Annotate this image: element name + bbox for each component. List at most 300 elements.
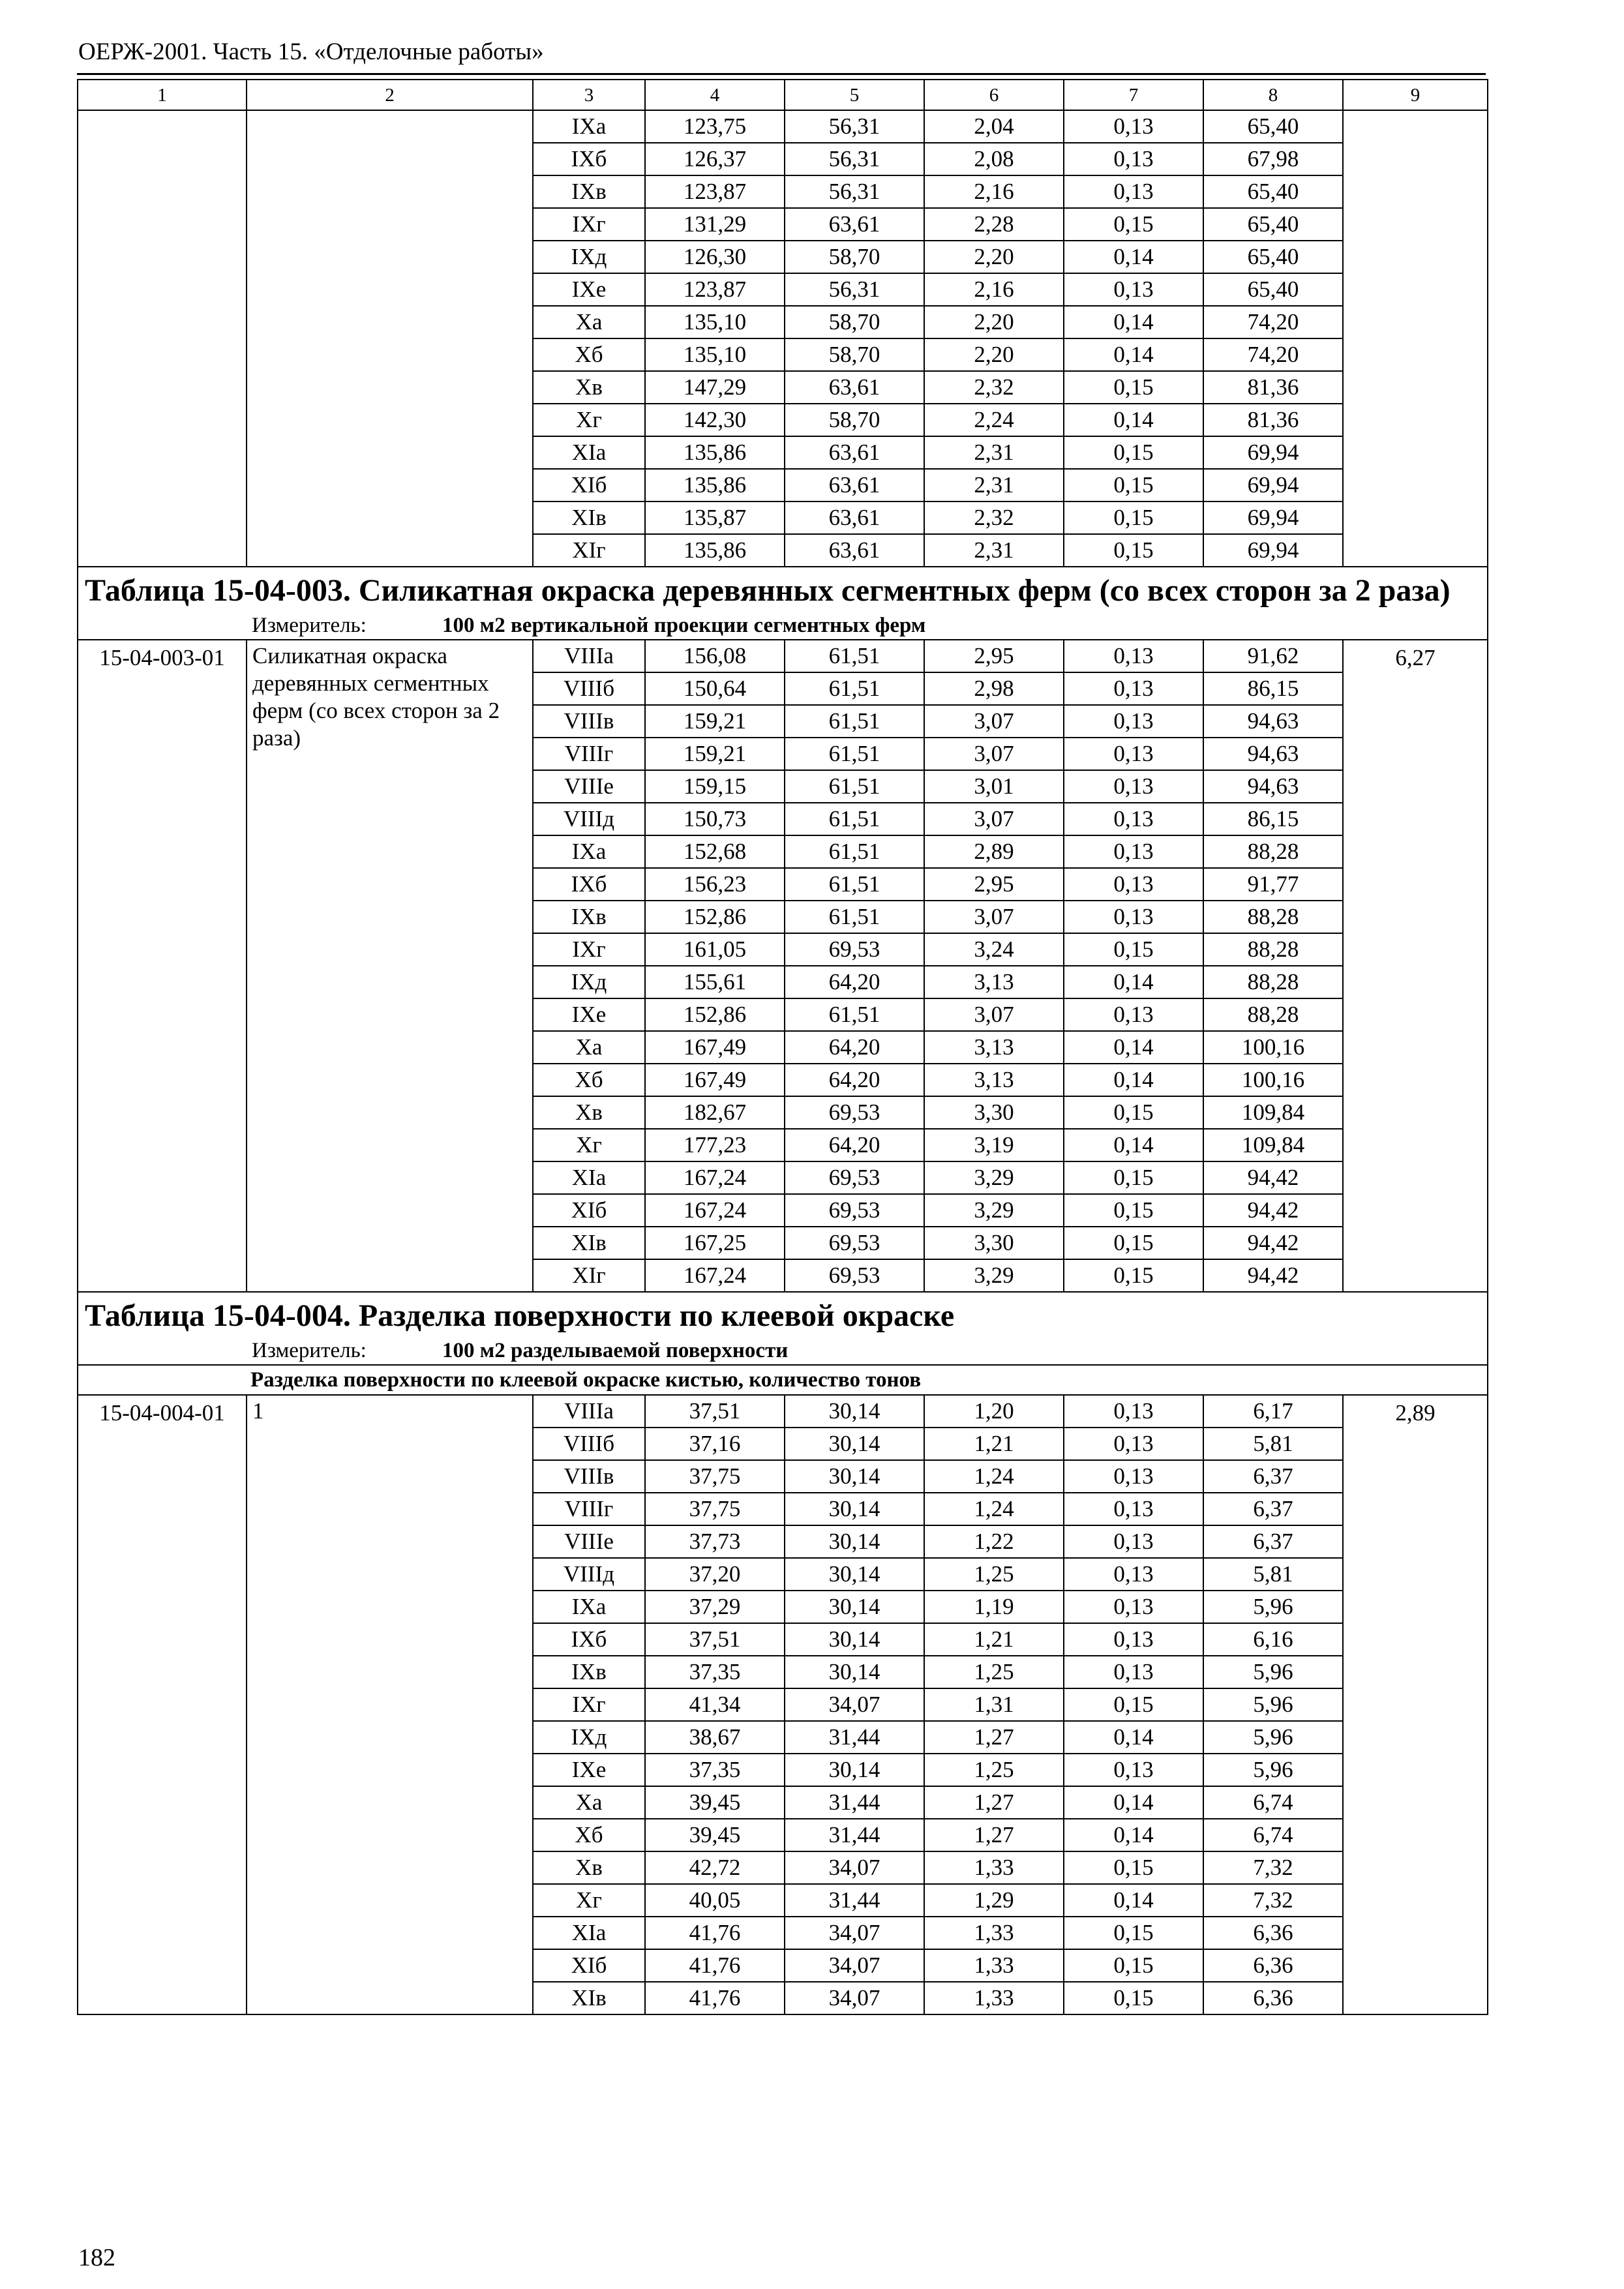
table-cell: 1,27	[924, 1721, 1064, 1754]
table-cell: 2,04	[924, 110, 1064, 143]
table-cell: Xa	[533, 306, 645, 338]
table-cell: 0,15	[1064, 208, 1203, 241]
table-cell: 58,70	[785, 338, 924, 371]
table-cell: 1,20	[924, 1395, 1064, 1428]
table-cell: 2,16	[924, 273, 1064, 306]
table-cell: 61,51	[785, 835, 924, 868]
table-cell: 81,36	[1203, 404, 1343, 436]
table-cell: 91,77	[1203, 868, 1343, 901]
table-cell: 1,24	[924, 1460, 1064, 1493]
meter-value: 100 м2 разделываемой поверхности	[442, 1339, 789, 1362]
table-cell: 1,33	[924, 1851, 1064, 1884]
table-cell: 0,13	[1064, 1525, 1203, 1558]
table-15-04-003-title-row	[78, 567, 1488, 612]
table-cell: 30,14	[785, 1558, 924, 1591]
table-cell: 6,74	[1203, 1786, 1343, 1819]
table-cell: VIIIa	[533, 1395, 645, 1428]
table-cell: 1,21	[924, 1623, 1064, 1656]
table-cell: 31,44	[785, 1786, 924, 1819]
table-cell: 3,07	[924, 803, 1064, 835]
table-row	[78, 110, 1488, 143]
table-cell: 1,22	[924, 1525, 1064, 1558]
table-cell: 159,21	[645, 738, 785, 770]
table-cell: 0,13	[1064, 672, 1203, 705]
table-cell: 2,31	[924, 534, 1064, 567]
table-cell: 56,31	[785, 273, 924, 306]
table-cell: 0,15	[1064, 1096, 1203, 1129]
norm-value: 2,89	[1343, 1395, 1488, 2014]
table-cell: 94,42	[1203, 1161, 1343, 1194]
table-cell: 0,14	[1064, 404, 1203, 436]
table-cell: 135,86	[645, 534, 785, 567]
table-cell: IXa	[533, 1591, 645, 1623]
table-cell: 0,13	[1064, 1591, 1203, 1623]
table-cell: VIIIв	[533, 1460, 645, 1493]
table-cell: 123,75	[645, 110, 785, 143]
table-cell: 5,81	[1203, 1558, 1343, 1591]
table-cell: VIIIг	[533, 1493, 645, 1525]
table-cell: 167,49	[645, 1064, 785, 1096]
table-cell: 0,15	[1064, 436, 1203, 469]
table-cell: 131,29	[645, 208, 785, 241]
table-15-04-003-meter-row	[78, 612, 1488, 640]
table-cell: 64,20	[785, 1129, 924, 1161]
table-cell: 88,28	[1203, 901, 1343, 933]
table-cell: 3,13	[924, 1031, 1064, 1064]
running-header: ОЕРЖ-2001. Часть 15. «Отделочные работы»	[78, 38, 544, 65]
table-cell: 58,70	[785, 241, 924, 273]
table-cell: IXa	[533, 835, 645, 868]
table-cell: 2,31	[924, 436, 1064, 469]
table-cell: 161,05	[645, 933, 785, 966]
table-cell: 152,68	[645, 835, 785, 868]
table-cell: 37,35	[645, 1656, 785, 1688]
table-cell: 5,96	[1203, 1688, 1343, 1721]
table-cell: VIIIд	[533, 1558, 645, 1591]
table-cell: 30,14	[785, 1395, 924, 1428]
description-cell-empty	[247, 110, 533, 567]
table-cell: IXд	[533, 966, 645, 998]
table-cell: 37,35	[645, 1754, 785, 1786]
table-cell: 0,13	[1064, 1428, 1203, 1460]
table-cell: 182,67	[645, 1096, 785, 1129]
table-cell: 2,95	[924, 868, 1064, 901]
table-cell: Xб	[533, 1819, 645, 1851]
table-cell: 34,07	[785, 1688, 924, 1721]
table-cell: IXв	[533, 175, 645, 208]
table-cell: 30,14	[785, 1754, 924, 1786]
table-cell: 88,28	[1203, 835, 1343, 868]
table-cell: 67,98	[1203, 143, 1343, 175]
table-cell: 150,64	[645, 672, 785, 705]
table-cell: 30,14	[785, 1623, 924, 1656]
table-cell: 64,20	[785, 966, 924, 998]
rates-table	[77, 79, 1488, 2015]
table-cell: 65,40	[1203, 208, 1343, 241]
table-cell: Xг	[533, 404, 645, 436]
column-number: 1	[78, 80, 247, 110]
table-cell: 155,61	[645, 966, 785, 998]
table-cell: 61,51	[785, 672, 924, 705]
table-cell: 100,16	[1203, 1031, 1343, 1064]
table-cell: 30,14	[785, 1525, 924, 1558]
table-cell: 61,51	[785, 770, 924, 803]
table-cell: 6,37	[1203, 1460, 1343, 1493]
table-cell: 30,14	[785, 1460, 924, 1493]
table-cell: 0,13	[1064, 110, 1203, 143]
table-cell: 3,13	[924, 966, 1064, 998]
table-cell: 0,15	[1064, 1194, 1203, 1227]
table-cell: 6,36	[1203, 1949, 1343, 1982]
table-cell: 0,13	[1064, 998, 1203, 1031]
table-cell: 34,07	[785, 1851, 924, 1884]
table-cell: 0,13	[1064, 835, 1203, 868]
table-cell: 1,33	[924, 1949, 1064, 1982]
table-cell: 135,10	[645, 338, 785, 371]
table-cell: 37,16	[645, 1428, 785, 1460]
table-cell: 42,72	[645, 1851, 785, 1884]
table-cell: 0,13	[1064, 770, 1203, 803]
table-cell: 30,14	[785, 1493, 924, 1525]
table-cell: 37,20	[645, 1558, 785, 1591]
table-cell: 0,14	[1064, 338, 1203, 371]
table-cell: 86,15	[1203, 803, 1343, 835]
table-cell: VIIIг	[533, 738, 645, 770]
table-cell: 0,14	[1064, 1786, 1203, 1819]
meter-value: 100 м2 вертикальной проекции сегментных ферм	[442, 614, 926, 637]
table-cell: 1,33	[924, 1917, 1064, 1949]
table-cell: XIa	[533, 1917, 645, 1949]
table-cell: 94,63	[1203, 738, 1343, 770]
table-cell: XIв	[533, 1982, 645, 2014]
column-number: 5	[785, 80, 924, 110]
table-cell: 0,13	[1064, 143, 1203, 175]
table-cell: 5,96	[1203, 1591, 1343, 1623]
table-cell: 0,15	[1064, 371, 1203, 404]
table-cell: 3,07	[924, 705, 1064, 738]
table-cell: 156,23	[645, 868, 785, 901]
table-cell: 94,42	[1203, 1259, 1343, 1292]
table-cell: 3,30	[924, 1096, 1064, 1129]
table-cell: 5,96	[1203, 1656, 1343, 1688]
table-cell: 0,13	[1064, 705, 1203, 738]
table-cell: 41,76	[645, 1949, 785, 1982]
table-cell: 65,40	[1203, 273, 1343, 306]
table-cell: 0,14	[1064, 1031, 1203, 1064]
table-cell: 3,07	[924, 738, 1064, 770]
table-cell: 0,14	[1064, 241, 1203, 273]
table-cell: VIIIб	[533, 1428, 645, 1460]
table-cell: IXe	[533, 273, 645, 306]
table-cell: IXб	[533, 1623, 645, 1656]
table-cell: 0,13	[1064, 175, 1203, 208]
table-cell: 69,53	[785, 1194, 924, 1227]
table-cell: 37,51	[645, 1395, 785, 1428]
table-15-04-004-subheading-row	[78, 1365, 1488, 1395]
table-cell: 126,37	[645, 143, 785, 175]
table-cell: 0,13	[1064, 1460, 1203, 1493]
column-number: 3	[533, 80, 645, 110]
table-cell: 63,61	[785, 534, 924, 567]
table-cell: 69,53	[785, 1161, 924, 1194]
table-cell: 0,15	[1064, 469, 1203, 501]
table-cell: IXб	[533, 868, 645, 901]
table-cell: 40,05	[645, 1884, 785, 1917]
table-cell: XIa	[533, 436, 645, 469]
table-cell: 0,15	[1064, 1949, 1203, 1982]
table-cell: 2,95	[924, 640, 1064, 672]
table-cell: 167,24	[645, 1259, 785, 1292]
table-cell: 0,13	[1064, 1558, 1203, 1591]
table-cell: 5,81	[1203, 1428, 1343, 1460]
table-cell: XIв	[533, 501, 645, 534]
table-cell: 69,94	[1203, 436, 1343, 469]
table-cell: 0,13	[1064, 1623, 1203, 1656]
table-cell: 1,27	[924, 1819, 1064, 1851]
table-cell: 81,36	[1203, 371, 1343, 404]
table-cell: 3,24	[924, 933, 1064, 966]
table-cell: 6,36	[1203, 1982, 1343, 2014]
table-cell: 63,61	[785, 436, 924, 469]
table-cell: 31,44	[785, 1819, 924, 1851]
table-cell: IXг	[533, 933, 645, 966]
table-cell: 58,70	[785, 404, 924, 436]
table-cell: 61,51	[785, 868, 924, 901]
table-cell: XIб	[533, 1194, 645, 1227]
table-cell: 2,32	[924, 371, 1064, 404]
table-cell: 123,87	[645, 273, 785, 306]
table-cell: 69,94	[1203, 534, 1343, 567]
table-cell: IXб	[533, 143, 645, 175]
header-rule	[77, 73, 1486, 75]
meter-label: Измеритель:	[252, 1339, 367, 1362]
table-cell: 61,51	[785, 640, 924, 672]
table-cell: 34,07	[785, 1949, 924, 1982]
table-cell: XIб	[533, 469, 645, 501]
table-cell: 0,14	[1064, 306, 1203, 338]
table-cell: 30,14	[785, 1428, 924, 1460]
table-cell: 41,76	[645, 1917, 785, 1949]
table-cell: XIa	[533, 1161, 645, 1194]
table-cell: Xa	[533, 1031, 645, 1064]
table-cell: 0,15	[1064, 1851, 1203, 1884]
table-cell: 88,28	[1203, 998, 1343, 1031]
table-cell: 41,76	[645, 1982, 785, 2014]
table-cell: 37,29	[645, 1591, 785, 1623]
table-cell: VIIIв	[533, 705, 645, 738]
table-cell: 65,40	[1203, 175, 1343, 208]
table-cell: 0,13	[1064, 640, 1203, 672]
table-cell: 30,14	[785, 1591, 924, 1623]
table-cell: 0,13	[1064, 273, 1203, 306]
table-cell: 0,13	[1064, 901, 1203, 933]
table-cell: 3,29	[924, 1194, 1064, 1227]
table-cell: 69,53	[785, 1259, 924, 1292]
table-cell: 74,20	[1203, 306, 1343, 338]
table-cell: 3,07	[924, 998, 1064, 1031]
column-number: 8	[1203, 80, 1343, 110]
table-cell: 1,19	[924, 1591, 1064, 1623]
table-cell: 156,08	[645, 640, 785, 672]
table-15-04-004-meter-row	[78, 1337, 1488, 1365]
table-cell: 61,51	[785, 998, 924, 1031]
table-cell: 63,61	[785, 371, 924, 404]
table-cell: 135,86	[645, 469, 785, 501]
table-cell: 74,20	[1203, 338, 1343, 371]
table-cell: 0,13	[1064, 1656, 1203, 1688]
column-number: 7	[1064, 80, 1203, 110]
table-cell: IXд	[533, 1721, 645, 1754]
table-cell: 69,94	[1203, 501, 1343, 534]
table-cell: 177,23	[645, 1129, 785, 1161]
table-cell: 61,51	[785, 901, 924, 933]
table-cell: 135,86	[645, 436, 785, 469]
table-cell: 3,29	[924, 1161, 1064, 1194]
norm-cell-empty	[1343, 110, 1488, 567]
column-number: 6	[924, 80, 1064, 110]
table-cell: 94,63	[1203, 770, 1343, 803]
table-cell: VIIIa	[533, 640, 645, 672]
table-cell: XIв	[533, 1227, 645, 1259]
table-cell: 0,14	[1064, 1721, 1203, 1754]
table-cell: 167,24	[645, 1161, 785, 1194]
table-cell: 159,21	[645, 705, 785, 738]
norm-code: 15-04-003-01	[78, 640, 247, 1292]
table-cell: 41,34	[645, 1688, 785, 1721]
table-cell: 64,20	[785, 1064, 924, 1096]
table-cell: 2,16	[924, 175, 1064, 208]
table-cell: 61,51	[785, 705, 924, 738]
table-cell: 94,63	[1203, 705, 1343, 738]
table-cell: 0,15	[1064, 1161, 1203, 1194]
table-cell: 6,37	[1203, 1493, 1343, 1525]
table-cell: 2,24	[924, 404, 1064, 436]
table-cell: 37,75	[645, 1493, 785, 1525]
table-cell: 100,16	[1203, 1064, 1343, 1096]
table-cell: 69,53	[785, 1096, 924, 1129]
table-cell: 1,31	[924, 1688, 1064, 1721]
table-cell: 0,14	[1064, 1064, 1203, 1096]
table-15-04-003-title: Таблица 15-04-003. Силикатная окраска деревянных сегментных ферм (со всех сторон за 2 раза)	[78, 567, 1488, 612]
table-cell: 64,20	[785, 1031, 924, 1064]
column-number-row	[78, 80, 1488, 110]
table-cell: 5,96	[1203, 1721, 1343, 1754]
table-cell: 1,24	[924, 1493, 1064, 1525]
table-cell: Xв	[533, 371, 645, 404]
table-cell: 167,24	[645, 1194, 785, 1227]
table-cell: 34,07	[785, 1917, 924, 1949]
table-cell: IXв	[533, 1656, 645, 1688]
table-cell: 58,70	[785, 306, 924, 338]
table-cell: 2,28	[924, 208, 1064, 241]
table-cell: 88,28	[1203, 966, 1343, 998]
table-cell: 1,25	[924, 1656, 1064, 1688]
column-number: 2	[247, 80, 533, 110]
table-cell: Xa	[533, 1786, 645, 1819]
table-cell: 1,21	[924, 1428, 1064, 1460]
table-cell: 0,14	[1064, 1129, 1203, 1161]
table-cell: 39,45	[645, 1819, 785, 1851]
table-cell: 0,13	[1064, 1395, 1203, 1428]
table-15-04-003-meter	[78, 612, 1488, 640]
table-cell: 2,20	[924, 306, 1064, 338]
norm-code: 15-04-004-01	[78, 1395, 247, 2014]
table-cell: 1,25	[924, 1558, 1064, 1591]
table-row	[78, 640, 1488, 672]
table-cell: 88,28	[1203, 933, 1343, 966]
table-cell: 63,61	[785, 501, 924, 534]
table-cell: 63,61	[785, 208, 924, 241]
table-cell: 109,84	[1203, 1096, 1343, 1129]
table-cell: 37,73	[645, 1525, 785, 1558]
table-cell: 0,13	[1064, 1493, 1203, 1525]
table-cell: 3,19	[924, 1129, 1064, 1161]
table-cell: 7,32	[1203, 1851, 1343, 1884]
table-cell: XIг	[533, 1259, 645, 1292]
table-cell: IXг	[533, 1688, 645, 1721]
table-cell: 69,53	[785, 933, 924, 966]
table-cell: 39,45	[645, 1786, 785, 1819]
table-cell: VIIIe	[533, 770, 645, 803]
table-cell: 0,15	[1064, 933, 1203, 966]
table-cell: 69,53	[785, 1227, 924, 1259]
table-cell: 0,13	[1064, 803, 1203, 835]
table-cell: 65,40	[1203, 241, 1343, 273]
table-cell: 0,13	[1064, 868, 1203, 901]
table-cell: 94,42	[1203, 1194, 1343, 1227]
table-cell: 135,87	[645, 501, 785, 534]
table-cell: 3,07	[924, 901, 1064, 933]
table-cell: 159,15	[645, 770, 785, 803]
table-cell: 1,27	[924, 1786, 1064, 1819]
table-cell: 6,36	[1203, 1917, 1343, 1949]
table-cell: 1,29	[924, 1884, 1064, 1917]
code-cell-empty	[78, 110, 247, 567]
table-cell: 0,14	[1064, 1819, 1203, 1851]
table-cell: 3,01	[924, 770, 1064, 803]
table-cell: VIIIб	[533, 672, 645, 705]
table-cell: 31,44	[785, 1884, 924, 1917]
table-cell: Xб	[533, 1064, 645, 1096]
table-cell: 56,31	[785, 143, 924, 175]
table-cell: 2,89	[924, 835, 1064, 868]
table-cell: 2,32	[924, 501, 1064, 534]
table-cell: 167,25	[645, 1227, 785, 1259]
table-cell: 37,51	[645, 1623, 785, 1656]
table-cell: 0,13	[1064, 1754, 1203, 1786]
table-cell: 0,15	[1064, 1917, 1203, 1949]
table-cell: XIг	[533, 534, 645, 567]
table-cell: 7,32	[1203, 1884, 1343, 1917]
table-cell: 6,16	[1203, 1623, 1343, 1656]
table-cell: 0,15	[1064, 1227, 1203, 1259]
table-cell: IXд	[533, 241, 645, 273]
table-cell: 6,37	[1203, 1525, 1343, 1558]
column-number: 9	[1343, 80, 1488, 110]
table-15-04-004-meter	[78, 1337, 1488, 1365]
table-cell: 37,75	[645, 1460, 785, 1493]
table-cell: 142,30	[645, 404, 785, 436]
meter-label: Измеритель:	[252, 614, 367, 637]
table-row	[78, 1395, 1488, 1428]
table-cell: 0,15	[1064, 1688, 1203, 1721]
table-cell: 123,87	[645, 175, 785, 208]
table-cell: 109,84	[1203, 1129, 1343, 1161]
table-cell: 56,31	[785, 110, 924, 143]
table-cell: Xв	[533, 1096, 645, 1129]
table-cell: 3,13	[924, 1064, 1064, 1096]
table-cell: 65,40	[1203, 110, 1343, 143]
